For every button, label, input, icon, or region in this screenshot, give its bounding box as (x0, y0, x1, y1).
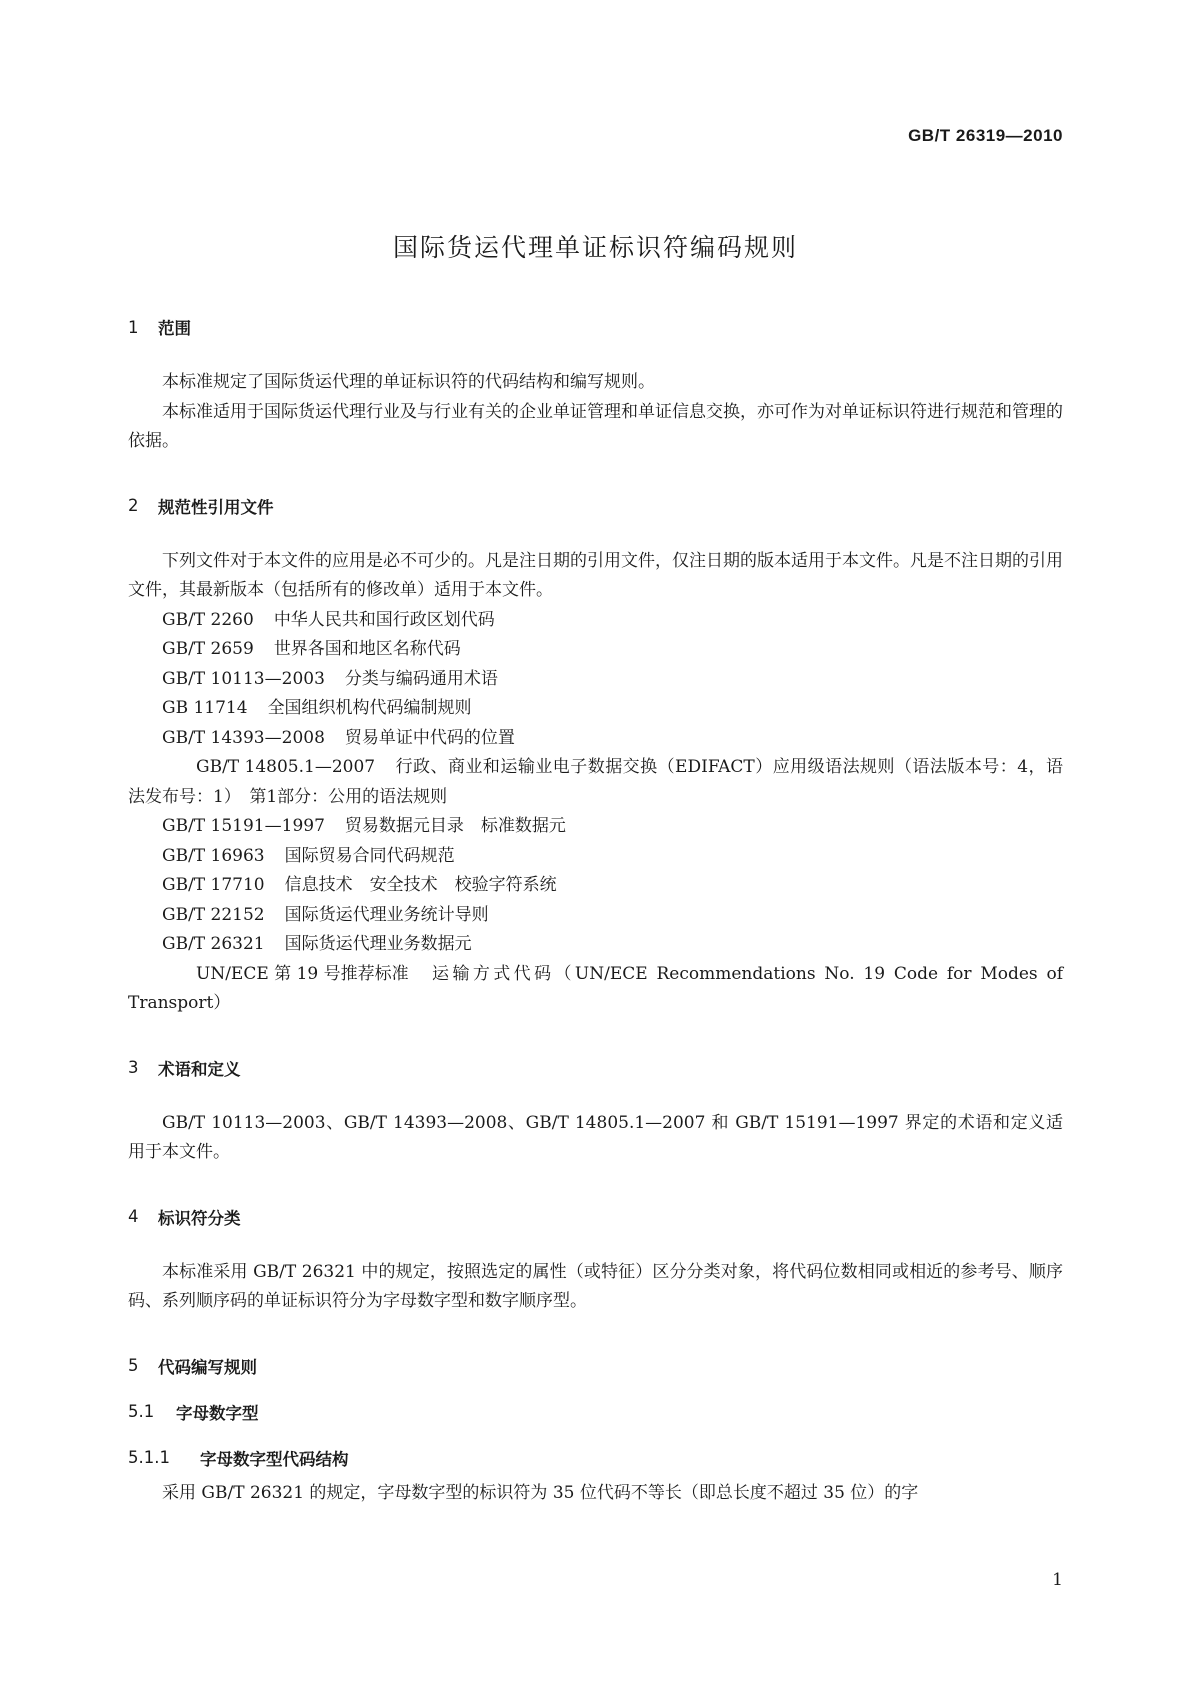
reference-code: GB/T 16963 (162, 845, 265, 866)
reference-title: 贸易单证中代码的位置 (344, 727, 515, 748)
section-title: 范围 (158, 319, 191, 338)
reference-item (128, 901, 1063, 931)
reference-title: 分类与编码通用术语 (344, 668, 498, 689)
reference-code: GB/T 17710 (162, 875, 265, 895)
paragraph: 本标准适用于国际货运代理行业及与行业有关的企业单证管理和单证信息交换，亦可作为对单证标识符进行规范和管理的依据。 (128, 401, 1063, 451)
reference-code: GB 11714 (162, 698, 248, 718)
section-3-heading (128, 1053, 1063, 1083)
reference-title: 全国组织机构代码编制规则 (267, 698, 472, 718)
reference-code: GB/T 26321 (162, 934, 265, 954)
section-number: 5.1.1 (128, 1448, 170, 1467)
section-number: 2 (128, 496, 139, 515)
reference-code: GB/T 10113—2003 (162, 668, 325, 689)
section-title: 字母数字型代码结构 (200, 1449, 349, 1469)
section-number: 5 (128, 1356, 139, 1375)
section-number: 4 (128, 1207, 139, 1226)
standard-number: GB/T 26319—2010 (908, 126, 1063, 145)
reference-item (128, 665, 1063, 695)
section-2-heading (128, 491, 1063, 521)
section-number: 3 (128, 1058, 139, 1077)
reference-item (128, 606, 1063, 636)
paragraph: 本标准规定了国际货运代理的单证标识符的代码结构和编写规则。 (162, 372, 655, 392)
reference-item (128, 871, 1063, 901)
reference-title: 国际货运代理业务数据元 (284, 934, 472, 954)
section-5-1-1-heading (128, 1443, 1063, 1473)
section-title: 规范性引用文件 (158, 497, 274, 517)
reference-item (128, 930, 1063, 960)
reference-code: GB/T 2260 (162, 609, 254, 630)
reference-code: GB/T 2659 (162, 639, 254, 659)
section-5-1-heading (128, 1397, 1063, 1427)
reference-code: GB/T 14393—2008 (162, 727, 325, 748)
reference-code: GB/T 14805.1—2007 (196, 757, 376, 777)
reference-title: 国际货运代理业务统计导则 (284, 904, 489, 925)
reference-code: UN/ECE 第 19 号推荐标准 (196, 963, 409, 984)
section-title: 标识符分类 (158, 1208, 241, 1228)
reference-item (128, 960, 1063, 1019)
reference-item (128, 812, 1063, 842)
reference-title: 信息技术 安全技术 校验字符系统 (284, 875, 557, 895)
reference-item (128, 635, 1063, 665)
paragraph: 采用 GB/T 26321 的规定，字母数字型的标识符为 35 位代码不等长（即总长度不超过 35 位）的字 (162, 1482, 919, 1503)
paragraph: 本标准采用 GB/T 26321 中的规定，按照选定的属性（或特征）区分分类对象，将代码位数相同或相近的参考号、顺序码、系列顺序码的单证标识符分为字母数字型和数字顺序型。 (128, 1261, 1063, 1311)
reference-title: 运输方式代码（UN/ECE Recommendations No. 19 Code for Modes of Transport） (128, 963, 1063, 1013)
section-title: 字母数字型 (176, 1403, 259, 1423)
section-title: 代码编写规则 (158, 1357, 257, 1377)
reference-code: GB/T 22152 (162, 904, 265, 925)
paragraph: GB/T 10113—2003、GB/T 14393—2008、GB/T 14805.1—2007 和 GB/T 15191—1997 界定的术语和定义适用于本文件。 (128, 1112, 1063, 1162)
page-number: 1 (1052, 1570, 1063, 1590)
section-number: 1 (128, 317, 139, 337)
section-1-heading (128, 312, 1063, 342)
section-5-heading (128, 1351, 1063, 1381)
section-title: 术语和定义 (158, 1059, 241, 1079)
section-number: 5.1 (128, 1402, 155, 1421)
reference-item (128, 842, 1063, 872)
reference-item (128, 694, 1063, 724)
paragraph: 下列文件对于本文件的应用是必不可少的。凡是注日期的引用文件，仅注日期的版本适用于本文件。凡是不注日期的引用文件，其最新版本（包括所有的修改单）适用于本文件。 (128, 550, 1063, 600)
reference-item (128, 753, 1063, 812)
section-4-heading (128, 1202, 1063, 1232)
document-body (128, 312, 1063, 1508)
reference-title: 国际贸易合同代码规范 (284, 845, 455, 866)
reference-title: 世界各国和地区名称代码 (273, 639, 461, 659)
reference-title: 贸易数据元目录 标准数据元 (344, 816, 566, 836)
reference-item (128, 724, 1063, 754)
reference-title: 中华人民共和国行政区划代码 (273, 609, 495, 630)
reference-title: 行政、商业和运输业电子数据交换（EDIFACT）应用级语法规则（语法版本号：4，语法发布号：1） 第1部分：公用的语法规则 (128, 757, 1063, 807)
document-title: 国际货运代理单证标识符编码规则 (392, 233, 798, 262)
reference-code: GB/T 15191—1997 (162, 816, 325, 836)
